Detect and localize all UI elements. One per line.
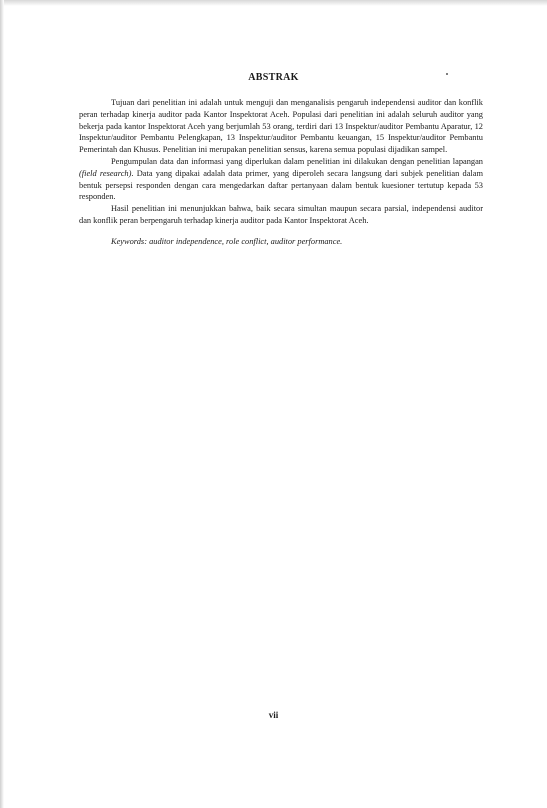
scan-edge-left: [0, 0, 4, 808]
field-research-term: (field research): [79, 168, 132, 178]
scan-edge-top: [0, 0, 547, 6]
keywords-line: Keywords: auditor independence, role conflict, auditor performance.: [111, 236, 343, 246]
abstract-paragraph-2: [79, 156, 483, 203]
abstract-body: [79, 97, 483, 248]
page-number: vii: [268, 710, 279, 720]
abstract-paragraph-3: Hasil penelitian ini menunjukkan bahwa, baik secara simultan maupun secara parsial, independensi auditor dan konflik peran berpengaruh terhadap kinerja auditor pada Kantor Inspektorat Aceh.: [79, 204, 483, 225]
abstract-paragraph-1: Tujuan dari penelitian ini adalah untuk menguji dan menganalisis pengaruh independensi auditor dan konflik peran terhadap kinerja auditor pada Kantor Inspektorat Aceh. Populasi dari penelitian ini adalah seluruh auditor yang bekerja pada kantor Inspektorat Aceh yang berjumlah 53 orang, terdiri dari 13 Inspektur/auditor Pembantu Aparatur, 12 Inspektur/auditor Pembantu Pelengkapan, 13 Inspektur/auditor Pembantu keuangan, 15 Inspektur/auditor Pembantu Pemerintah dan Khusus. Penelitian ini merupakan penelitian sensus, karena semua populasi dijadikan sampel.: [79, 98, 483, 155]
paragraph-2-text-end: . Data yang dipakai adalah data primer, yang diperoleh secara langsung dari subjek penelitian dalam bentuk persepsi responden dengan cara mengedarkan daftar pertanyaan dalam bentuk kuesioner tertutup kepada 53 responden.: [79, 168, 483, 202]
paragraph-2-text-start: Pengumpulan data dan informasi yang diperlukan dalam penelitian ini dilakukan dengan penelitian lapangan: [111, 156, 483, 166]
page-title: ABSTRAK: [248, 72, 299, 83]
